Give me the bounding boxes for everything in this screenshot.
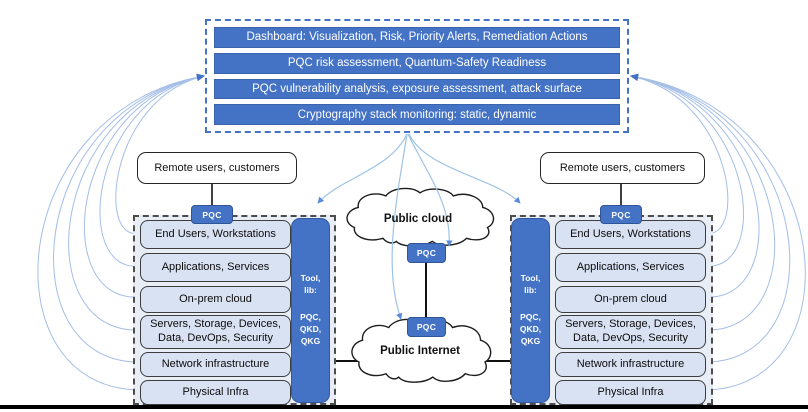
tool-bar-items: PQC, QKD, QKG <box>519 312 542 346</box>
bottom-border <box>0 405 808 409</box>
public-internet-label: Public Internet <box>380 345 460 357</box>
tool-bar-title: Tool, lib: <box>300 273 321 296</box>
pqc-box-left: PQC <box>191 205 233 224</box>
dashboard-row-risk-assessment: PQC risk assessment, Quantum-Safety Readiness <box>214 53 620 74</box>
dashboard-row-stack-monitoring: Cryptography stack monitoring: static, dynamic <box>214 104 620 125</box>
pqc-box-public-internet: PQC <box>407 317 446 337</box>
pqc-box-right: PQC <box>600 205 642 224</box>
tool-bar-left <box>291 218 330 403</box>
node-servers-storage: Servers, Storage, Devices, Data, DevOps, Security <box>555 315 706 349</box>
node-onprem-cloud: On-prem cloud <box>140 286 291 313</box>
remote-users-box-right: Remote users, customers <box>540 152 705 184</box>
pqc-box-public-cloud: PQC <box>407 243 446 263</box>
dashboard-row-visualization: Dashboard: Visualization, Risk, Priority Alerts, Remediation Actions <box>214 27 620 48</box>
node-network-infra: Network infrastructure <box>140 352 291 377</box>
node-end-users: End Users, Workstations <box>555 220 706 249</box>
node-physical-infra: Physical Infra <box>555 380 706 405</box>
node-network-infra: Network infrastructure <box>555 352 706 377</box>
tool-bar-items: PQC, QKD, QKG <box>299 312 322 346</box>
node-onprem-cloud: On-prem cloud <box>555 286 706 313</box>
public-cloud-label: Public cloud <box>383 213 453 225</box>
node-servers-storage: Servers, Storage, Devices, Data, DevOps, Security <box>140 315 291 349</box>
node-applications: Applications, Services <box>555 253 706 282</box>
tool-bar-right <box>511 218 550 403</box>
remote-users-box-left: Remote users, customers <box>137 152 297 184</box>
node-end-users: End Users, Workstations <box>140 220 291 249</box>
node-physical-infra: Physical Infra <box>140 380 291 405</box>
tool-bar-title: Tool, lib: <box>520 273 541 296</box>
dashboard-panel <box>205 19 629 133</box>
node-applications: Applications, Services <box>140 253 291 282</box>
dashboard-row-vulnerability-analysis: PQC vulnerability analysis, exposure assessment, attack surface <box>214 79 620 100</box>
